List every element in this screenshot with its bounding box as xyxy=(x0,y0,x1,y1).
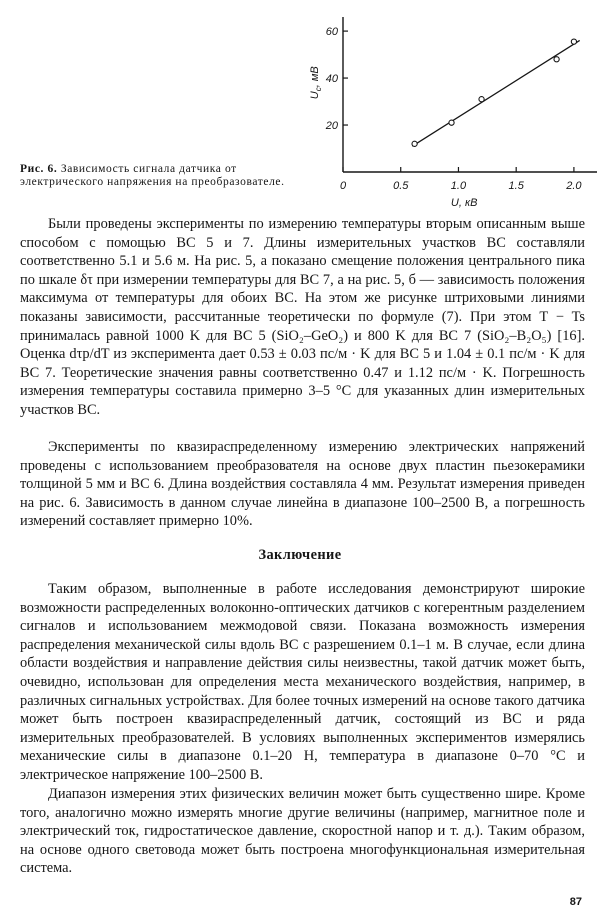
paragraph-text: Эксперименты по квазираспределенному измерению электрических напряжений проведены с использованием преобразователя на основе двух пластин пьезокерамики толщиной 5 мм и ВС 6. Длина воздействия составляла 4 мм. Результат измерения приведен на рис. 6. Зависимость в данном случае линейна в диапазоне 100–2500 В, а погрешность измерений составляет примерно 10%. xyxy=(20,439,585,530)
figure-6 xyxy=(0,0,600,215)
data-point xyxy=(449,120,454,125)
y-label-subscript: c xyxy=(314,87,323,92)
x-tick-label: 2.0 xyxy=(566,180,582,192)
y-tick-label: 60 xyxy=(325,26,338,39)
fit-line xyxy=(412,40,579,146)
paragraph-temperature xyxy=(20,215,585,420)
y-tick-label: 20 xyxy=(325,120,338,133)
chart-axes xyxy=(343,17,597,172)
y-label-symbol: U xyxy=(309,91,321,100)
paragraph-voltage xyxy=(20,438,585,531)
page-number: 87 xyxy=(569,896,582,908)
paragraph-conclusion-1 xyxy=(20,580,585,785)
data-point xyxy=(412,141,417,146)
paragraph-text: Были проведены эксперименты по измерению температуры вторым описанным выше способом с помощью ВС 5 и 7. Длины измерительных участков ВС составляли соответственно 5.1 и 5.6 м. На рис. 5, а показано смещение положения центрального пика по шкале δτ при измерении температуры для ВС 7, а на рис. 5, б — зависимость положения максимума от температуры для обоих ВС. На этом же рисунке штриховыми линиями показаны зависимости, рассчитанные теоретически по формуле (7). При этом T − Ts принималась равной 1000 K для ВС 5 (SiO₂–GeO₂) и 800 K для ВС 7 (SiO₂–B₂O₅) [16]. Оценка dτp/dT из эксперимента дает 0.53 ± 0.03 пс/м · K для ВС 5 и 1.04 ± 0.1 пс/м · K для ВС 7. Теоретические значения равны соответственно 0.47 и 1.12 пс/м · K. Погрешность измерения температуры составила примерно 3–5 °C для указанных длин измерительных участков ВС. xyxy=(20,216,585,418)
x-tick-label: 0.5 xyxy=(393,180,409,192)
x-axis-label: U, кВ xyxy=(450,197,478,209)
data-point xyxy=(554,57,559,62)
x-tick-label: 0 xyxy=(339,180,347,192)
y-label-unit: , мВ xyxy=(309,66,321,88)
paragraph-conclusion-2 xyxy=(20,785,585,878)
x-tick-label: 1.0 xyxy=(450,180,467,192)
section-title-conclusion: Заключение xyxy=(258,547,342,563)
caption-label: Рис. 6. xyxy=(20,163,58,175)
chart-ticks xyxy=(325,26,583,192)
y-tick-label: 40 xyxy=(325,73,338,86)
paragraph-text: Диапазон измерения этих физических величин может быть существенно шире. Кроме того, аналогично можно измерять многие другие величины (например, магнитное поле и электрический ток, гидростатическое давление, скоростной напор и т. д.). Таким образом, на основе одного световода может быть построена многофункциональная измерительная система. xyxy=(20,786,585,877)
caption-text: Зависимость сигнала датчика от электрического напряжения на преобразователе. xyxy=(20,163,285,188)
x-tick-label: 1.5 xyxy=(508,180,524,192)
figure-caption xyxy=(20,163,290,189)
chart-series xyxy=(412,39,580,146)
data-point xyxy=(479,97,484,102)
y-axis-label xyxy=(309,66,323,99)
paragraph-text: Таким образом, выполненные в работе исследования демонстрируют широкие возможности распределенных волоконно-оптических датчиков с когерентным разделением сигналов и использованием межмодовой связи. Показана возможность измерения распределения механической силы вдоль ВС с разрешением 0.1–1 м. В случае, если длина области воздействия и направление действия силы неизвестны, такой датчик может быть, очевидно, использован для определения места механического воздействия, например, в различных сигнальных устройствах. Для более точных измерений на основе такого датчика может быть построен квазираспределенный датчик, состоящий из ВС и ряда измерительных преобразователей. В условиях выполненных экспериментов измерялись механические силы в диапазоне 0.1–20 Н, температура в диапазоне 0–70 °C и электрическое напряжение 100–2500 В. xyxy=(20,581,585,783)
data-point xyxy=(571,39,576,44)
